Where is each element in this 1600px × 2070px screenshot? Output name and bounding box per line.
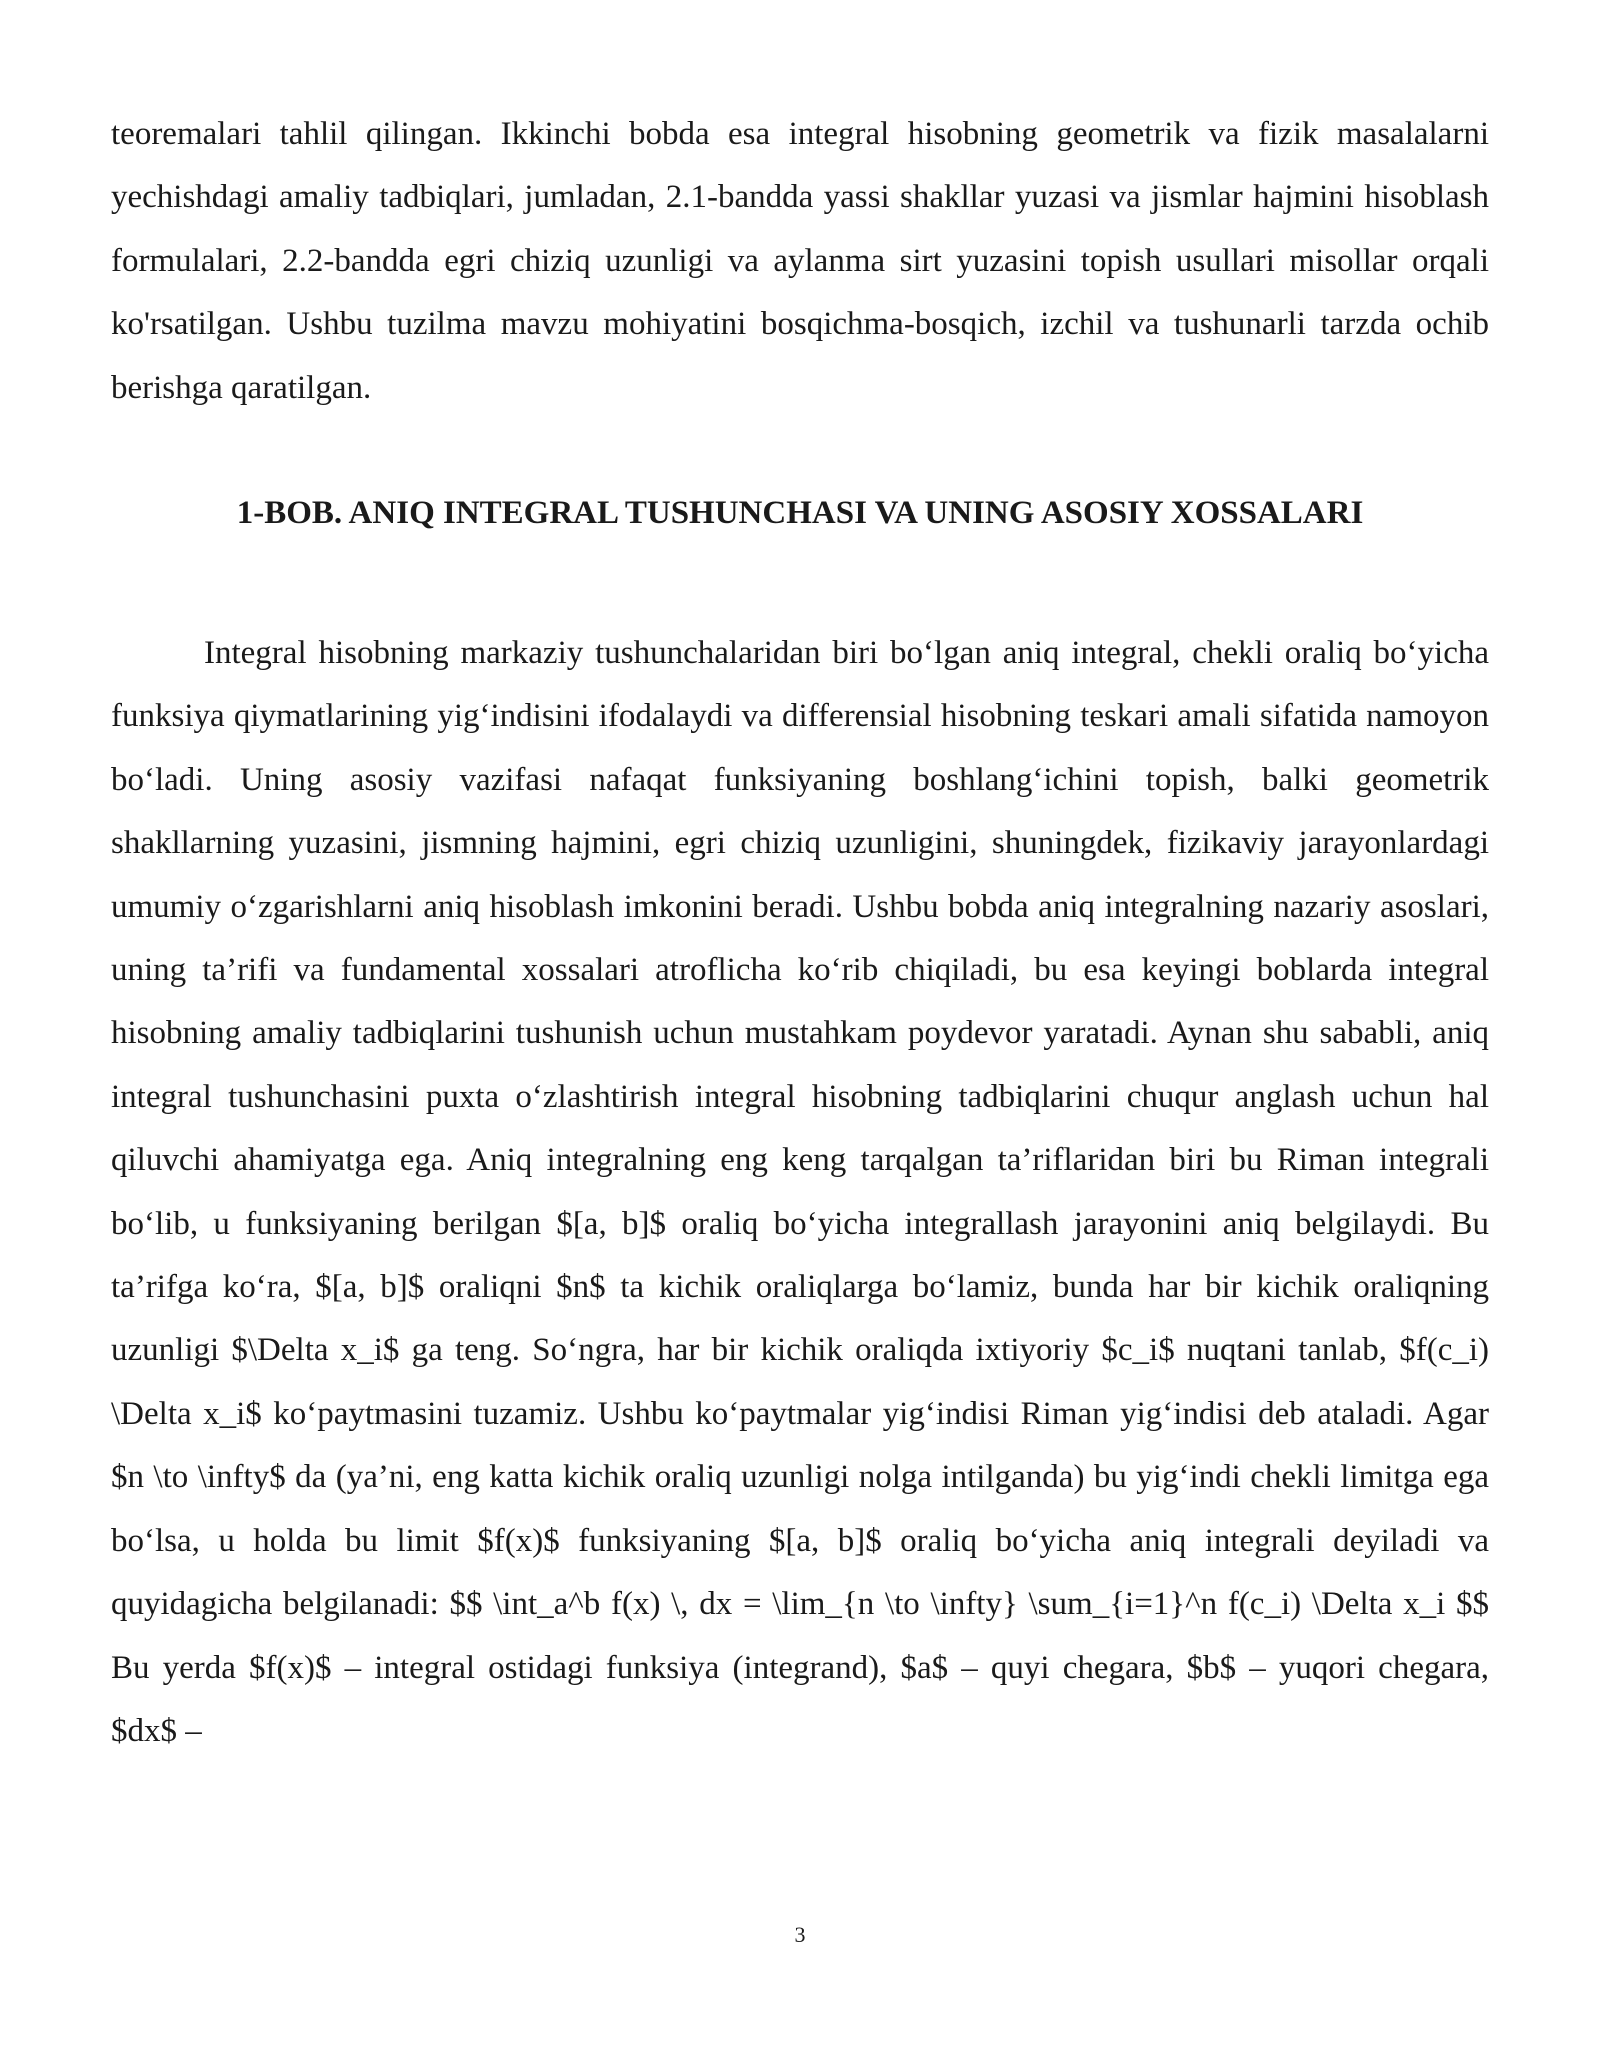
intro-paragraph: teoremalari tahlil qilingan. Ikkinchi bobda esa integral hisobning geometrik va fizik masalalarni yechishdagi amaliy tadbiqlari, jumladan, 2.1-bandda yassi shakllar yuzasi va jismlar hajmini hisoblash formulalari, 2.2-bandda egri chiziq uzunligi va aylanma sirt yuzasini topish usullari misollar orqali ko'rsatilgan. Ushbu tuzilma mavzu mohiyatini bosqichma-bosqich, izchil va tushunarli tarzda ochib berishga qaratilgan. bbox=[111, 116, 1489, 406]
body-paragraph: Integral hisobning markaziy tushunchalaridan biri bo‘lgan aniq integral, chekli oraliq bo‘yicha funksiya qiymatlarining yig‘indisini ifodalaydi va differensial hisobning teskari amali sifatida namoyon bo‘ladi. Uning asosiy vazifasi nafaqat funksiyaning boshlang‘ichini topish, balki geometrik shakllarning yuzasini, jismning hajmini, egri chiziq uzunligini, shuningdek, fizikaviy jarayonlardagi umumiy o‘zgarishlarni aniq hisoblash imkonini beradi. Ushbu bobda aniq integralning nazariy asoslari, uning ta’rifi va fundamental xossalari atroflicha ko‘rib chiqiladi, bu esa keyingi boblarda integral hisobning amaliy tadbiqlarini tushunish uchun mustahkam poydevor yaratadi. Aynan shu sababli, aniq integral tushunchasini puxta o‘zlashtirish integral hisobning tadbiqlarini chuqur anglash uchun hal qiluvchi ahamiyatga ega. Aniq integralning eng keng tarqalgan ta’riflaridan biri bu Riman integrali bo‘lib, u funksiyaning berilgan $[a, b]$ oraliq bo‘yicha integrallash jarayonini aniq belgilaydi. Bu ta’rifga ko‘ra, $[a, b]$ oraliqni $n$ ta kichik oraliqlarga bo‘lamiz, bunda har bir kichik oraliqning uzunligi $\Delta x_i$ ga teng. So‘ngra, har bir kichik oraliqda ixtiyoriy $c_i$ nuqtani tanlab, $f(c_i) \Delta x_i$ ko‘paytmasini tuzamiz. Ushbu ko‘paytmalar yig‘indisi Riman yig‘indisi deb ataladi. Agar $n \to \infty$ da (ya’ni, eng katta kichik oraliq uzunligi nolga intilganda) bu yig‘indi chekli limitga ega bo‘lsa, u holda bu limit $f(x)$ funksiyaning $[a, b]$ oraliq bo‘yicha aniq integrali deyiladi va quyidagicha belgilanadi: $$ \int_a^b f(x) \, dx = \lim_{n \to \infty} \sum_{i=1}^n f(c_i) \Delta x_i $$ Bu yerda $f(x)$ – integral ostidagi funksiya (integrand), $a$ – quyi chegara, $b$ – yuqori chegara, $dx$ – bbox=[111, 635, 1489, 1749]
page-number: 3 bbox=[794, 1922, 806, 1947]
chapter-heading: 1-BOB. ANIQ INTEGRAL TUSHUNCHASI VA UNING ASOSIY XOSSALARI bbox=[236, 495, 1364, 531]
